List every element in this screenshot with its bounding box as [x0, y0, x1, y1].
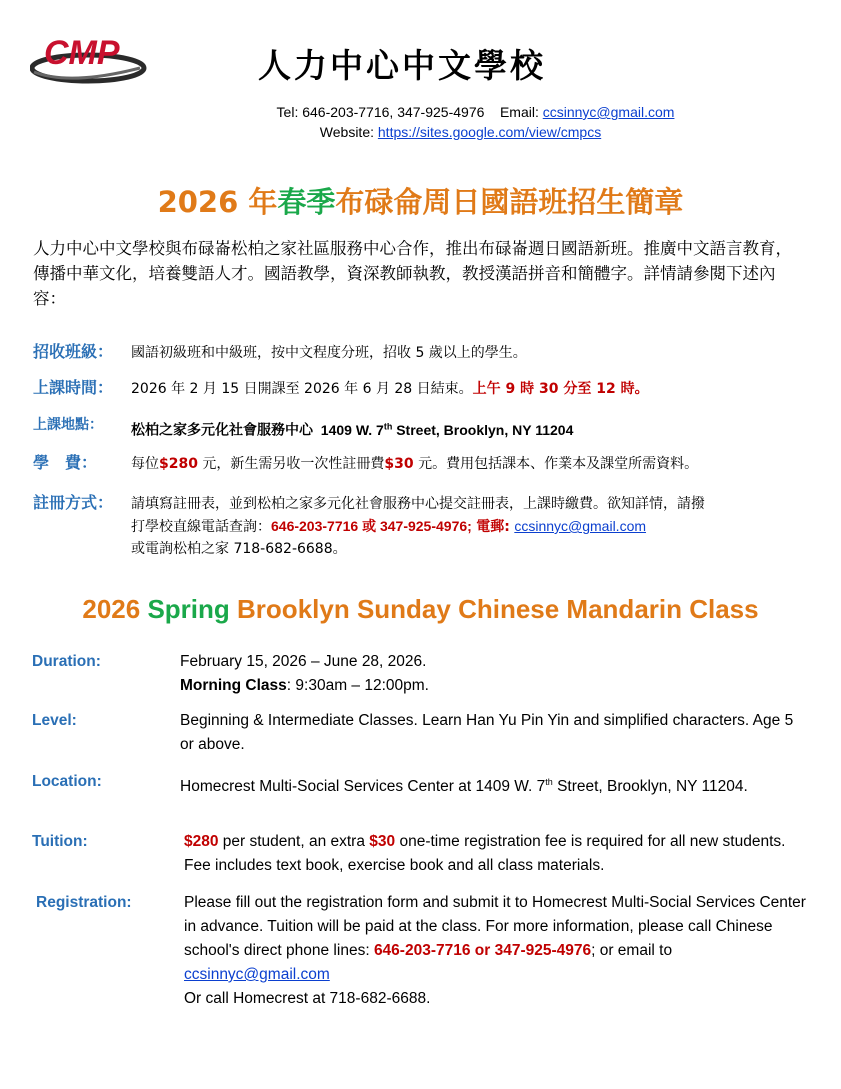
en-level-value: Beginning & Intermediate Classes. Learn Han Yu Pin Yin and simplified characters. Age 5 or above.	[180, 712, 794, 753]
zh-reg-label: 註冊方式：	[33, 493, 114, 512]
zh-reg-line3: 或電詢松柏之家 718-682-6688。	[131, 541, 347, 557]
en-level-label: Level:	[32, 712, 77, 729]
zh-reg-line1: 請填寫註冊表，並到松柏之家多元化社會服務中心提交註冊表，上課時繳費。欲知詳情，請撥	[131, 496, 705, 512]
zh-location-name: 松柏之家多元化社會服務中心	[131, 421, 313, 438]
en-title-rest: Brooklyn Sunday Chinese Mandarin Class	[237, 594, 759, 624]
zh-fee-amount: $280	[159, 456, 198, 472]
en-registration-email-link[interactable]: ccsinnyc@gmail.com	[184, 966, 330, 983]
zh-time-value: 2026 年 2 月 15 日開課至 2026 年 6 月 28 日結束。	[131, 381, 473, 397]
zh-location-row	[33, 414, 823, 438]
zh-title-year: 2026 年	[157, 185, 278, 219]
zh-classes-value: 國語初級班和中級班，按中文程度分班，招收 5 歲以上的學生。	[131, 345, 527, 361]
en-morning-label: Morning Class	[180, 677, 287, 694]
zh-classes-row	[33, 341, 823, 365]
email-link[interactable]: ccsinnyc@gmail.com	[542, 104, 675, 120]
en-title	[0, 594, 841, 625]
zh-registration-row: 註冊方式： 請填寫註冊表，並到松柏之家多元化社會服務中心提交註冊表，上課時繳費。欲知詳情，請撥 打學校直線電話查詢：646-203-7716 或 347-925-4976; 電郵: ccsinnyc@gmail.com 或電詢松柏之家 718-682-6688。	[33, 493, 705, 557]
en-morning-value: : 9:30am – 12:00pm.	[286, 677, 429, 694]
school-name: 人力中心中文學校	[258, 46, 546, 85]
zh-location-label: 上課地點：	[33, 417, 103, 433]
en-tuition-amount: $280	[184, 833, 219, 850]
zh-intro: 人力中心中文學校與布碌崙松柏之家社區服務中心合作，推出布碌崙週日國語新班。推廣中文語言教育，傳播中華文化，培養雙語人才。國語教學，資深教師執教，教授漢語拼音和簡體字。詳情請參閱下述內容：	[33, 239, 792, 308]
tel-value: 646-203-7716, 347-925-4976	[302, 104, 485, 120]
zh-title	[0, 180, 841, 221]
zh-fee-row: 學 費： 每位$280 元，新生需另收一次性註冊費$30 元。費用包括課本、作業本及課堂所需資料。	[33, 453, 699, 472]
zh-title-season: 春季	[277, 185, 336, 219]
svg-text:CMP: CMP	[44, 34, 120, 72]
tel-label: Tel:	[276, 104, 299, 120]
zh-reg-phones: 646-203-7716 或 347-925-4976;	[271, 518, 472, 534]
zh-reg-email-label: 電郵:	[476, 519, 510, 535]
zh-reg-email-link[interactable]: ccsinnyc@gmail.com	[514, 518, 647, 534]
en-title-year: 2026	[82, 594, 141, 624]
en-tuition-label: Tuition:	[32, 833, 88, 850]
en-registration-text: Please fill out the registration form and submit it to Homecrest Multi-Social Services Center in advance. Tuition will be paid at the class. For more information, please call Chinese school's direct phone lines:	[184, 894, 806, 959]
en-location-row: Location: Homecrest Multi-Social Services Center at 1409 W. 7th Street, Brooklyn, NY 11204.	[32, 770, 822, 820]
website-link[interactable]: https://sites.google.com/view/cmpcs	[377, 124, 602, 140]
en-tuition-reg: $30	[369, 833, 396, 850]
en-location-label: Location:	[32, 773, 102, 790]
email-label: Email:	[499, 104, 539, 120]
en-registration-phones: 646-203-7716 or 347-925-4976	[373, 942, 592, 959]
zh-title-rest: 布碌侖周日國語班招生簡章	[335, 185, 684, 219]
zh-time-row	[33, 377, 823, 401]
en-tuition-row: Tuition: $280 per student, an extra $30 one-time registration fee is required for all new students. Fee includes text book, exercise book and all class materials.	[32, 830, 822, 880]
zh-fee-label: 學 費：	[33, 453, 98, 472]
zh-classes-label: 招收班級：	[33, 342, 114, 361]
en-registration-row: Registration: Please fill out the registration form and submit it to Homecrest Multi-Social Services Center in advance. Tuition will be paid at the class. For more information, please call Chinese school's direct phone lines: 646-203-7716 or 347-925-4976; or email to ccsinnyc@gmail.com Or call Homecrest at 718-682-6688.	[36, 891, 826, 1011]
en-level-row	[32, 709, 822, 759]
website-label: Website:	[319, 124, 374, 140]
zh-location-addr: 1409 W. 7th Street, Brooklyn, NY 11204	[320, 421, 574, 438]
website-line	[0, 124, 841, 140]
en-registration-label: Registration:	[36, 894, 132, 911]
en-duration-row	[32, 650, 822, 700]
zh-time-label: 上課時間：	[33, 378, 114, 397]
school-logo	[30, 28, 190, 88]
contact-line	[0, 104, 841, 120]
en-title-season: Spring	[147, 594, 230, 624]
en-duration-value: February 15, 2026 – June 28, 2026.	[180, 653, 427, 670]
en-duration-label: Duration:	[32, 653, 101, 670]
zh-fee-reg: $30	[384, 456, 414, 472]
zh-time-highlight: 上午 9 時 30 分至 12 時。	[472, 381, 649, 397]
en-registration-call: Or call Homecrest at 718-682-6688.	[184, 990, 431, 1007]
